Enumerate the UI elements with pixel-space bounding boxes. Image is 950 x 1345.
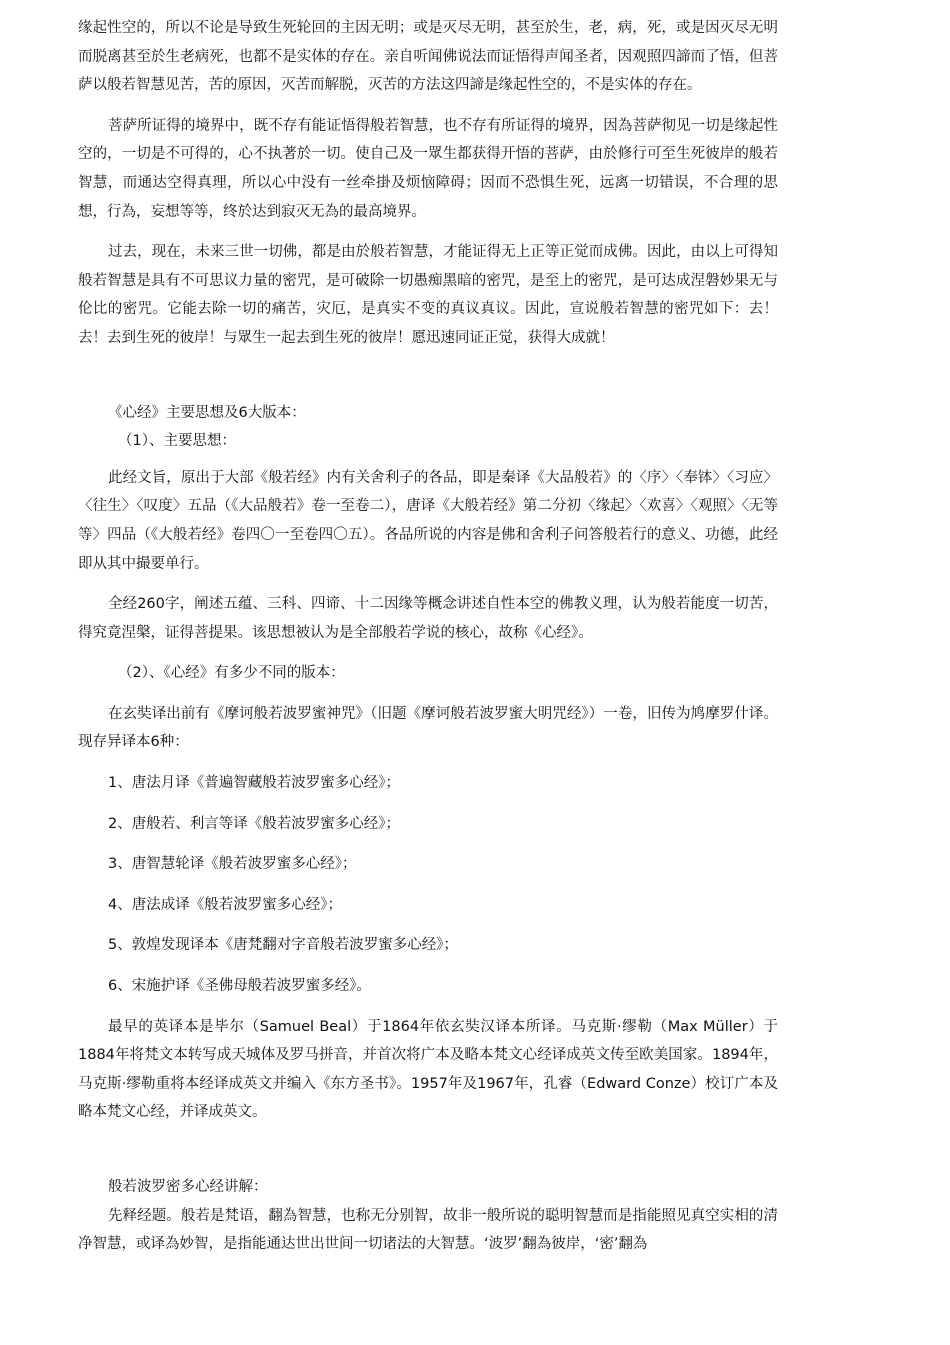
subsection-heading: （2）、《心经》有多少不同的版本： bbox=[118, 665, 345, 682]
list-item: 1、唐法月译《普遍智藏般若波罗蜜多心经》； bbox=[108, 775, 400, 792]
version-list bbox=[78, 769, 778, 1001]
list-item: 4、唐法成译《般若波罗蜜多心经》； bbox=[108, 896, 342, 913]
section-heading: 《心经》主要思想及6大版本： bbox=[108, 404, 306, 421]
list-item: 3、唐智慧轮译《般若波罗蜜多心经》； bbox=[108, 856, 357, 873]
paragraph: 全经260字，阐述五蕴、三科、四谛、十二因缘等概念讲述自性本空的佛教义理，认为般若能度一切苦，得究竟涅槃，证得菩提果。该思想被认为是全部般若学说的核心，故称《心经》。 bbox=[78, 596, 778, 641]
section-heading: 般若波罗密多心经讲解： bbox=[108, 1179, 268, 1195]
paragraph: 过去，现在，未来三世一切佛，都是由於般若智慧，才能证得无上正等正觉而成佛。因此，由以上可得知般若智慧是具有不可思议力量的密咒，是可破除一切愚痴黑暗的密咒，是至上的密咒，是可达成涅磐妙果无与伦比的密咒。它能去除一切的痛苦，灾厄，是真实不变的真议真议。因此，宣说般若智慧的密咒如下：去！去！去到生死的彼岸！与眾生一起去到生死的彼岸！愿迅速同证正觉，获得大成就！ bbox=[78, 244, 778, 346]
paragraph: 菩萨所证得的境界中，既不存有能证悟得般若智慧，也不存有所证得的境界，因為菩萨彻见一切是缘起性空的，一切是不可得的，心不执著於一切。使自己及一眾生都获得开悟的菩萨，由於修行可至生死彼岸的般若智慧，而通达空得真理，所以心中没有一丝牵掛及烦恼障碍；因而不恐惧生死，远离一切错误，不合理的思想，行為，妄想等等，终於达到寂灭无為的最高境界。 bbox=[78, 117, 778, 220]
list-item: 5、敦煌发现译本《唐梵翻对字音般若波罗蜜多心经》； bbox=[108, 937, 458, 954]
document-page bbox=[78, 14, 778, 1259]
subsection-heading: （1）、主要思想： bbox=[118, 433, 236, 450]
list-item: 6、宋施护译《圣佛母般若波罗蜜多经》。 bbox=[108, 978, 371, 995]
paragraph: 最早的英译本是毕尔（Samuel Beal）于1864年依玄奘汉译本所译。马克斯·缪勒（Max Müller）于1884年将梵文本转写成天城体及罗马拼音，并首次将广本及略本梵文心经译成英文传至欧美国家。1894年，马克斯·缪勒重将本经译成英文并编入《东方圣书》。1957年及1967年，孔睿（Edward Conze）校订广本及略本梵文心经，并译成英文。 bbox=[78, 1018, 778, 1121]
paragraph: 此经文旨，原出于大部《般若经》内有关舍利子的各品，即是秦译《大品般若》的〈序〉〈奉钵〉〈习应〉〈往生〉〈叹度〉五品（《大品般若》卷一至卷二），唐译《大般若经》第二分初〈缘起〉〈欢喜〉〈观照〉〈无等等〉四品（《大般若经》卷四〇一至卷四〇五）。各品所说的内容是佛和舍利子问答般若行的意义、功德，此经即从其中撮要单行。 bbox=[78, 469, 778, 572]
paragraph: 在玄奘译出前有《摩诃般若波罗蜜神咒》（旧题《摩诃般若波罗蜜大明咒经》）一卷，旧传为鸠摩罗什译。现存异译本6种： bbox=[78, 705, 778, 751]
paragraph: 缘起性空的，所以不论是导致生死轮回的主因无明；或是灭尽无明，甚至於生，老，病，死，或是因灭尽无明而脱离甚至於生老病死，也都不是实体的存在。亲自听闻佛说法而证悟得声闻圣者，因观照四諦而了悟，但菩萨以般若智慧见苦，苦的原因，灭苦而解脱，灭苦的方法这四諦是缘起性空的，不是实体的存在。 bbox=[78, 20, 778, 94]
list-item: 2、唐般若、利言等译《般若波罗蜜多心经》； bbox=[108, 815, 400, 832]
paragraph: 先释经题。般若是梵语，翻為智慧，也称无分别智，故非一般所说的聪明智慧而是指能照见真空实相的清净智慧，或译為妙智，是指能通达世出世间一切诸法的大智慧。‘波罗’翻為彼岸，‘密’翻為 bbox=[78, 1207, 778, 1253]
